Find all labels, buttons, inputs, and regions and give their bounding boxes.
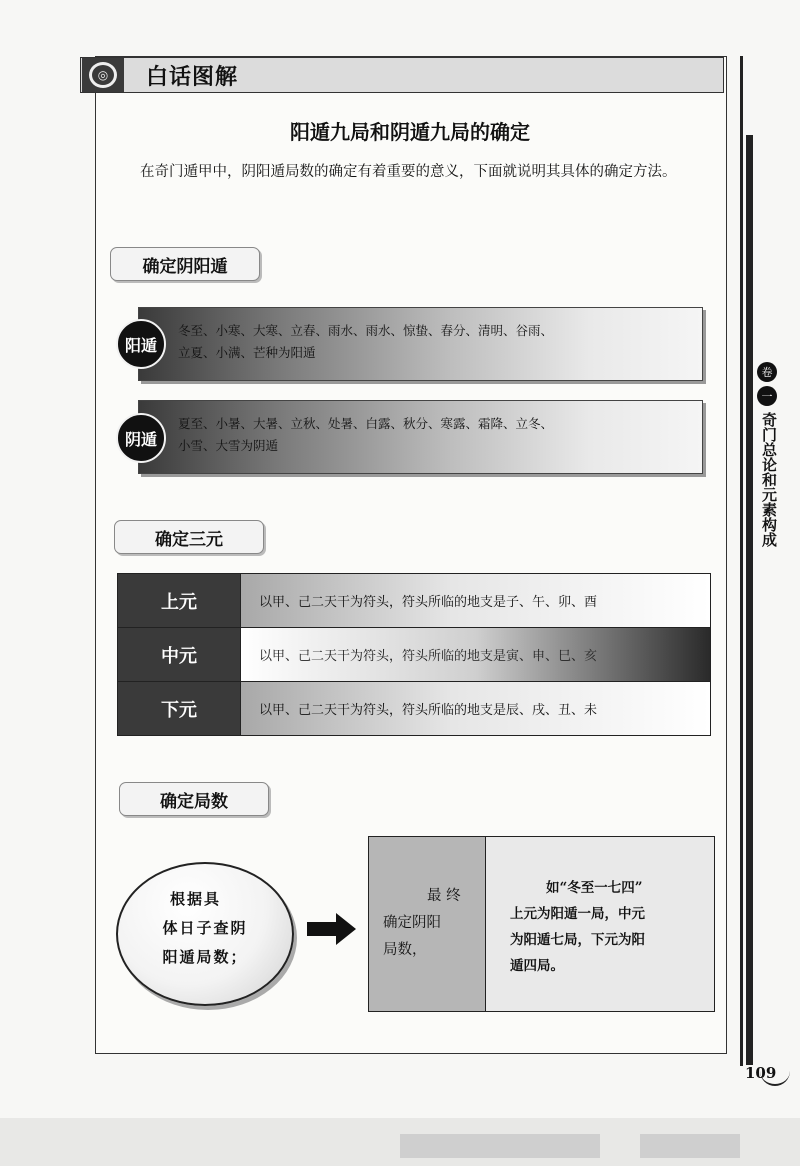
example-line: 为阳遁七局，下元为阳 [510, 932, 645, 948]
table-row [118, 628, 710, 682]
scan-artifact [640, 1134, 740, 1158]
arrow-head-icon [336, 913, 356, 945]
side-rule [740, 56, 743, 1066]
table-row [118, 682, 710, 735]
page-number: 109 [745, 1064, 777, 1082]
yang-dun-badge: 阳遁 [116, 319, 166, 369]
yin-dun-text [178, 413, 678, 457]
yang-dun-line: 冬至、小寒、大寒、立春、雨水、雨水、惊蛰、春分、清明、谷雨、 [178, 323, 554, 338]
final-label-line: 确定阴阳 [383, 915, 441, 931]
row-text: 以甲、己二天干为符头，符头所临的地支是寅、申、巳、亥 [241, 628, 710, 681]
section-label-yinyang: 确定阴阳遁 [110, 247, 260, 281]
example-line: 遁四局。 [510, 958, 564, 974]
yin-dun-line: 小雪、大雪为阴遁 [178, 438, 279, 453]
section-label-ju-number: 确定局数 [119, 782, 269, 816]
row-header: 上元 [118, 574, 241, 627]
scan-artifact [400, 1134, 600, 1158]
page-flourish [760, 1066, 790, 1086]
final-label-line: 局数， [383, 942, 427, 958]
row-header: 下元 [118, 682, 241, 735]
header-logo [82, 58, 124, 92]
row-text: 以甲、己二天干为符头，符头所临的地支是辰、戌、丑、未 [241, 682, 710, 735]
example-line: 如“冬至一七四” [546, 880, 643, 896]
side-thick-rule [746, 135, 753, 1065]
yang-dun-line: 立夏、小满、芒种为阳遁 [178, 345, 316, 360]
example-line: 上元为阳遁一局，中元 [510, 906, 645, 922]
yang-dun-text [178, 320, 678, 364]
chapter-title: 奇门总论和元素构成 [760, 412, 778, 547]
table-row [118, 574, 710, 628]
intro-paragraph: 在奇门遁甲中，阴阳遁局数的确定有着重要的意义，下面就说明其具体的确定方法。 [140, 164, 677, 180]
final-ju-example [486, 837, 714, 1011]
three-yuan-table [117, 573, 711, 736]
swirl-icon: ◎ [89, 62, 117, 88]
lookup-circle-text [140, 885, 270, 972]
arrow-right-icon [307, 922, 337, 936]
volume-badge: 卷 [757, 362, 777, 382]
circle-line: 阳遁局数； [162, 948, 248, 966]
circle-line: 体日子查阴 [162, 919, 248, 937]
yin-dun-line: 夏至、小暑、大暑、立秋、处暑、白露、秋分、寒露、霜降、立冬、 [178, 416, 554, 431]
row-header: 中元 [118, 628, 241, 681]
circle-line: 根据具 [170, 890, 222, 908]
row-text: 以甲、己二天干为符头，符头所临的地支是子、午、卯、酉 [241, 574, 710, 627]
yin-dun-badge: 阴遁 [116, 413, 166, 463]
page-title: 阳遁九局和阴遁九局的确定 [290, 120, 530, 144]
section-label-three-yuan: 确定三元 [114, 520, 264, 554]
scan-bottom-strip [0, 1118, 800, 1166]
final-ju-label [369, 837, 486, 1011]
final-label-line: 最 终 [427, 888, 461, 904]
header-title: 白话图解 [146, 65, 239, 90]
final-ju-box [368, 836, 715, 1012]
volume-number-badge: 一 [757, 386, 777, 406]
